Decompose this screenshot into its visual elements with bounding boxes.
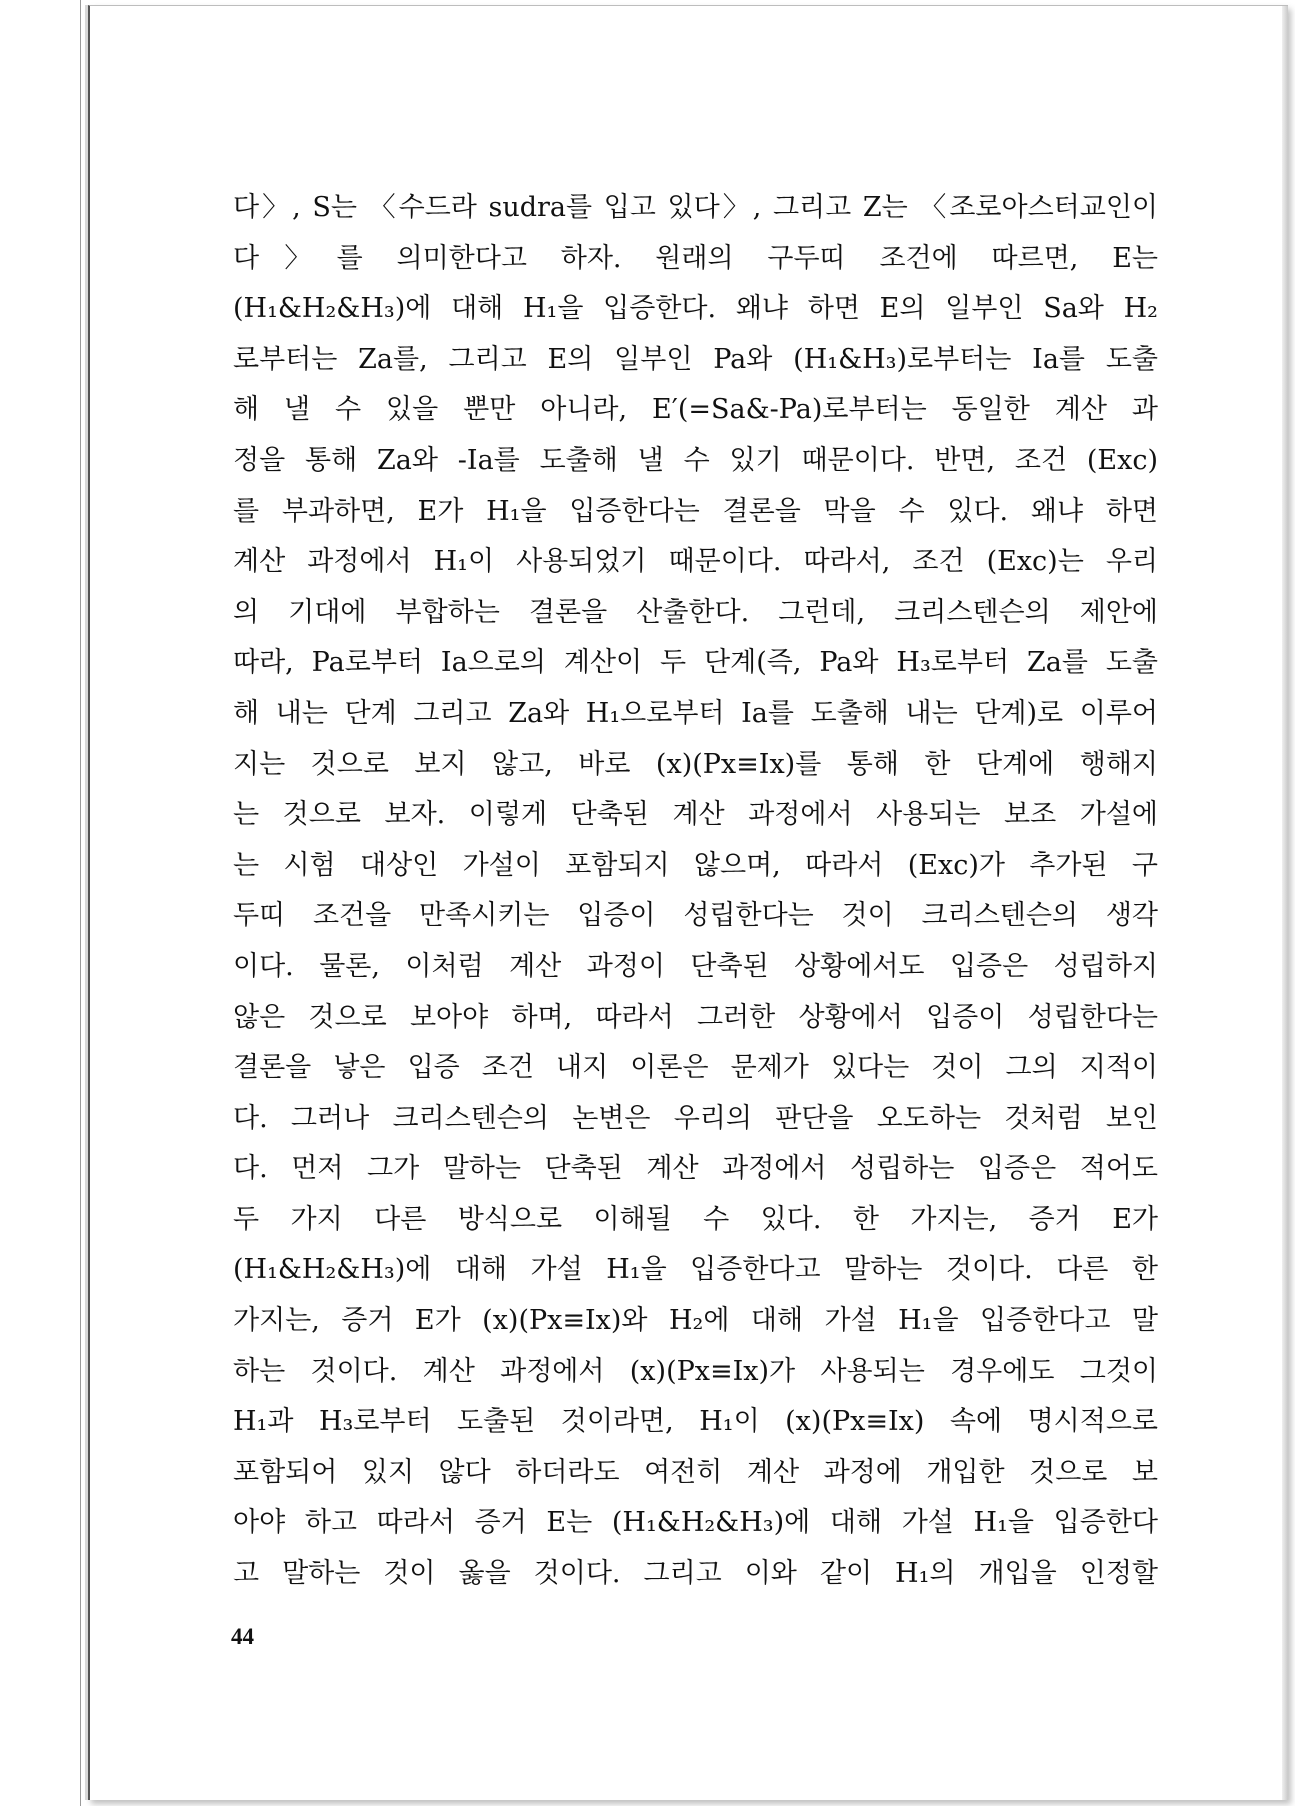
text-line: 두띠 조건을 만족시키는 입증이 성립한다는 것이 크리스텐슨의 생각	[233, 900, 1158, 932]
text-line: 가지는, 증거 E가 (x)(Px≡Ix)와 H₂에 대해 가설 H₁을 입증한다고 말	[233, 1305, 1158, 1337]
text-line: 의 기대에 부합하는 결론을 산출한다. 그런데, 크리스텐슨의 제안에	[233, 596, 1158, 628]
text-line: 해 내는 단계 그리고 Za와 H₁으로부터 Ia를 도출해 내는 단계)로 이루어	[233, 697, 1158, 729]
text-line: 하는 것이다. 계산 과정에서 (x)(Px≡Ix)가 사용되는 경우에도 그것이	[233, 1355, 1158, 1387]
text-line: 따라, Pa로부터 Ia으로의 계산이 두 단계(즉, Pa와 H₃로부터 Za를 도출	[233, 647, 1158, 679]
text-line: 두 가지 다른 방식으로 이해될 수 있다. 한 가지는, 증거 E가	[233, 1203, 1158, 1235]
text-line: 이다. 물론, 이처럼 계산 과정이 단축된 상황에서도 입증은 성립하지	[233, 950, 1158, 982]
body-text	[233, 183, 1158, 1600]
text-line: 계산 과정에서 H₁이 사용되었기 때문이다. 따라서, 조건 (Exc)는 우리	[233, 546, 1158, 578]
text-line: 다〉, S는 〈수드라 sudra를 입고 있다〉, 그리고 Z는 〈조로아스터교인이	[233, 192, 1158, 223]
text-line: 다. 먼저 그가 말하는 단축된 계산 과정에서 성립하는 입증은 적어도	[233, 1153, 1158, 1185]
text-line: (H₁&H₂&H₃)에 대해 가설 H₁을 입증한다고 말하는 것이다. 다른 한	[233, 1254, 1158, 1286]
text-line: 않은 것으로 보아야 하며, 따라서 그러한 상황에서 입증이 성립한다는	[233, 1001, 1158, 1033]
text-line: 를 부과하면, E가 H₁을 입증한다는 결론을 막을 수 있다. 왜냐 하면	[233, 495, 1158, 527]
text-line: 는 것으로 보자. 이렇게 단축된 계산 과정에서 사용되는 보조 가설에	[233, 799, 1158, 831]
text-line: 는 시험 대상인 가설이 포함되지 않으며, 따라서 (Exc)가 추가된 구	[233, 849, 1158, 881]
text-line: 로부터는 Za를, 그리고 E의 일부인 Pa와 (H₁&H₃)로부터는 Ia를 도출	[233, 343, 1158, 375]
text-line: 아야 하고 따라서 증거 E는 (H₁&H₂&H₃)에 대해 가설 H₁을 입증한다	[233, 1507, 1158, 1539]
text-line: 다. 그러나 크리스텐슨의 논변은 우리의 판단을 오도하는 것처럼 보인	[233, 1102, 1158, 1134]
text-line: (H₁&H₂&H₃)에 대해 H₁을 입증한다. 왜냐 하면 E의 일부인 Sa와 H₂	[233, 293, 1158, 325]
text-line: 결론을 낳은 입증 조건 내지 이론은 문제가 있다는 것이 그의 지적이	[233, 1052, 1158, 1084]
text-line: 정을 통해 Za와 -Ia를 도출해 낼 수 있기 때문이다. 반면, 조건 (Exc)	[233, 444, 1158, 476]
text-line: 다〉를 의미한다고 하자. 원래의 구두띠 조건에 따르면, E는	[233, 242, 1158, 274]
text-line: 포함되어 있지 않다 하더라도 여전히 계산 과정에 개입한 것으로 보	[233, 1456, 1158, 1488]
text-line: 고 말하는 것이 옳을 것이다. 그리고 이와 같이 H₁의 개입을 인정할	[233, 1558, 1158, 1590]
binding-edge	[80, 0, 81, 1806]
page-number: 44	[231, 1624, 254, 1649]
text-line: H₁과 H₃로부터 도출된 것이라면, H₁이 (x)(Px≡Ix) 속에 명시적으로	[233, 1406, 1158, 1438]
page-edge	[1282, 6, 1288, 1800]
text-line: 해 낼 수 있을 뿐만 아니라, E′(=Sa&-Pa)로부터는 동일한 계산 과	[233, 394, 1158, 426]
text-line: 지는 것으로 보지 않고, 바로 (x)(Px≡Ix)를 통해 한 단계에 행해지	[233, 748, 1158, 780]
